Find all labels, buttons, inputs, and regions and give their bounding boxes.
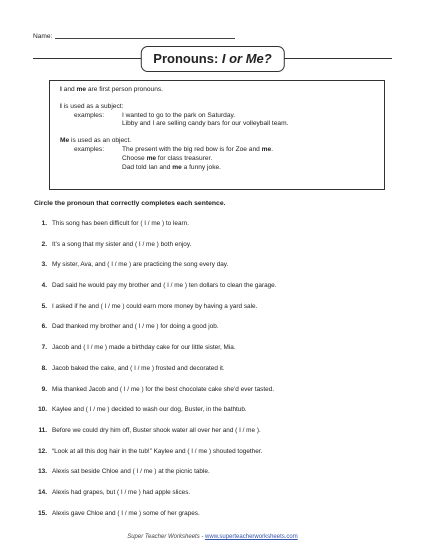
question-list [34,220,277,530]
question-item[interactable] [34,282,277,303]
question-text[interactable]: Jacob baked the cake, and ( I / me ) frosted and decorated it. [52,364,225,372]
question-item[interactable] [34,220,277,241]
question-number: 4. [41,282,47,290]
question-item[interactable] [34,406,277,427]
question-number: 5. [41,302,47,310]
question-text[interactable]: “Look at all this dog hair in the tub!” Kaylee and ( I / me ) shouted together. [52,447,263,455]
footer-link[interactable]: www.superteacherworksheets.com [205,534,298,540]
question-text[interactable]: Dad said he would pay my brother and ( I / me ) ten dollars to clean the garage. [52,282,277,290]
question-number: 9. [41,385,47,393]
title-emphasis: I or Me? [221,51,272,66]
question-text[interactable]: Before we could dry him off, Buster shook water all over her and ( I / me ). [52,426,261,434]
question-text[interactable]: Dad thanked my brother and ( I / me ) for doing a good job. [52,323,219,331]
question-number: 12. [38,447,47,455]
question-text[interactable]: Alexis had grapes, but ( I / me ) had apple slices. [52,488,191,496]
object-rule: Me is used as an object. [60,137,132,145]
question-number: 13. [38,468,47,476]
question-text[interactable]: It’s a song that my sister and ( I / me ) both enjoy. [52,240,192,248]
question-item[interactable] [34,261,277,282]
question-item[interactable] [34,386,277,407]
footer [0,534,425,540]
question-number: 15. [38,509,47,517]
object-example: Dad told Ian and me a funny joke. [122,163,221,171]
question-item[interactable] [34,468,277,489]
question-text[interactable]: Alexis gave Chloe and ( I / me ) some of her grapes. [52,509,200,517]
question-number: 2. [41,240,47,248]
footer-brand: Super Teacher Worksheets [127,534,200,540]
question-item[interactable] [34,489,277,510]
question-number: 11. [38,426,47,434]
object-examples [60,146,374,172]
question-text[interactable]: Mia thanked Jacob and ( I / me ) for the best chocolate cake she’d ever tasted. [52,385,275,393]
question-item[interactable] [34,303,277,324]
object-example: Choose me for class treasurer. [122,154,213,162]
question-text[interactable]: My sister, Ava, and ( I / me ) are practicing the song every day. [52,261,229,269]
title-text: Pronouns: [153,51,222,66]
question-text[interactable]: Kaylee and ( I / me ) decided to wash our dog, Buster, in the bathtub. [52,406,247,414]
name-field[interactable] [33,33,235,40]
object-example: The present with the big red bow is for Zoe and me. [122,145,274,153]
examples-label: examples: [74,111,105,119]
question-number: 14. [38,488,47,496]
title-banner [33,46,392,72]
name-label: Name: [33,33,53,40]
question-item[interactable] [34,241,277,262]
question-item[interactable] [34,365,277,386]
question-item[interactable] [34,344,277,365]
subject-example: Libby and I are selling candy bars for our volleyball team. [122,120,289,128]
question-number: 1. [41,220,47,227]
instructions: Circle the pronoun that correctly completes each sentence. [34,200,226,207]
examples-label: examples: [74,145,105,153]
name-underline[interactable] [55,38,235,39]
page-title [140,46,284,72]
subject-example: I wanted to go to the park on Saturday. [122,111,236,119]
question-number: 7. [41,344,47,352]
question-item[interactable] [34,323,277,344]
subject-rule: I is used as a subject: [60,102,124,110]
question-text[interactable]: This song has been difficult for ( I / me ) to learn. [52,220,189,227]
question-text[interactable]: I asked if he and ( I / me ) could earn more money by having a yard sale. [52,302,258,310]
question-number: 8. [41,364,47,372]
question-number: 10. [38,406,47,414]
question-text[interactable]: Jacob and ( I / me ) made a birthday cake for our little sister, Mia. [52,344,236,352]
rule-intro: I and me are first person pronouns. [60,86,164,93]
question-number: 6. [41,323,47,331]
question-item[interactable] [34,510,277,531]
question-text[interactable]: Alexis sat beside Chloe and ( I / me ) at the picnic table. [52,468,210,476]
question-item[interactable] [34,448,277,469]
subject-examples [60,112,374,130]
footer-separator: - [199,534,206,540]
question-number: 3. [41,261,47,269]
question-item[interactable] [34,427,277,448]
rules-box [49,80,385,190]
